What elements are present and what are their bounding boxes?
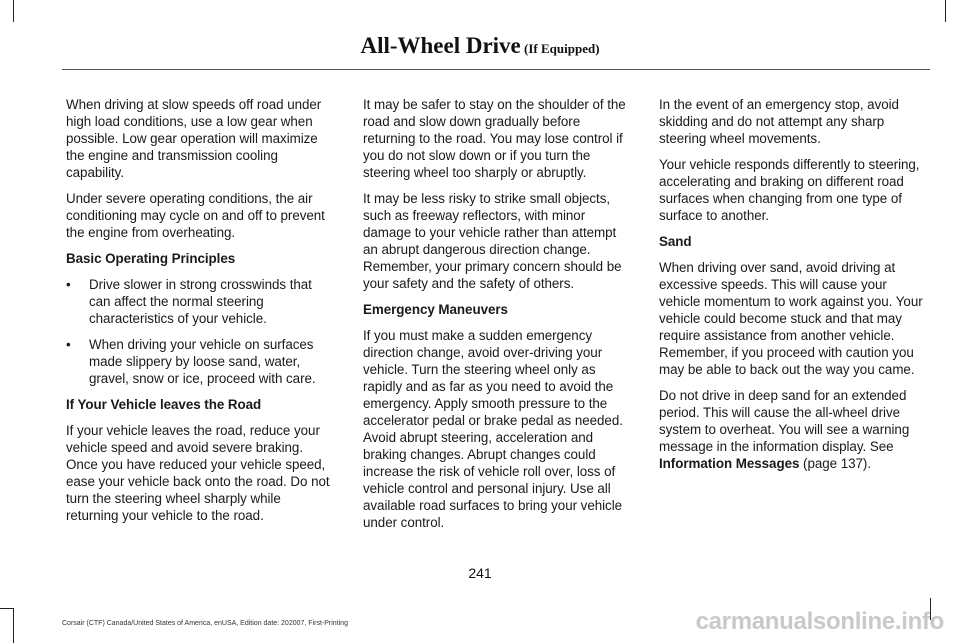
paragraph: When driving over sand, avoid driving at excessive speeds. This will cause your vehicle momentum to work against you. Your vehicle could become stuck and that may require assistance from another vehicle. Remember, if you proceed with caution you may be able to back out the way you came. [659, 260, 923, 377]
section-heading-emergency-maneuvers: Emergency Maneuvers [363, 302, 508, 317]
list-item-text: When driving your vehicle on surfaces made slippery by loose sand, water, gravel, snow or ice, proceed with care. [89, 337, 316, 386]
section-heading-vehicle-leaves-road: If Your Vehicle leaves the Road [66, 397, 262, 412]
crop-mark-top-right [945, 0, 946, 22]
page-title-main: All-Wheel Drive [360, 33, 521, 58]
paragraph: When driving at slow speeds off road under high load conditions, use a low gear when possible. Low gear operation will maximize the engine and transmission cooling capability. [66, 97, 322, 180]
bullet-icon: • [66, 277, 71, 292]
page-title-subtitle: (If Equipped) [520, 41, 600, 56]
crop-mark-top-left [13, 0, 14, 22]
cross-reference-link[interactable]: Information Messages [659, 456, 800, 471]
paragraph: If your vehicle leaves the road, reduce your vehicle speed and avoid severe braking. Once you have reduced your vehicle speed, ease your vehicle back onto the road. Do not turn the steering wheel sharply while returning your vehicle to the road. [66, 423, 330, 523]
list-item-text: Drive slower in strong crosswinds that can affect the normal steering characteristics of your vehicle. [89, 277, 312, 326]
bullet-list [66, 276, 334, 387]
watermark: carmanualsonline.info [695, 608, 944, 635]
paragraph: In the event of an emergency stop, avoid skidding and do not attempt any sharp steering wheel movements. [659, 97, 899, 146]
paragraph: If you must make a sudden emergency direction change, avoid over-driving your vehicle. Turn the steering wheel only as rapidly and as far as you need to avoid the emergency. Apply smooth pressure to the accelerator pedal or brake pedal as needed. Avoid abrupt steering, acceleration and braking changes. Abrupt changes could increase the risk of vehicle roll over, loss of vehicle control and personal injury. Use all available road surfaces to bring your vehicle under control. [363, 328, 623, 530]
page-reference: (page 137). [799, 456, 872, 471]
paragraph: Under severe operating conditions, the air conditioning may cycle on and off to prevent the engine from overheating. [66, 191, 325, 240]
crop-mark-bottom-left [13, 608, 14, 643]
list-item [66, 276, 334, 327]
list-item [66, 336, 334, 387]
paragraph-text: Do not drive in deep sand for an extended period. This will cause the all-wheel drive system to overheat. You will see a warning message in the information display. See [659, 388, 910, 454]
paragraph: Your vehicle responds differently to steering, accelerating and braking on different road surfaces when changing from one type of surface to another. [659, 157, 920, 223]
bullet-icon: • [66, 337, 71, 352]
paragraph: It may be less risky to strike small objects, such as freeway reflectors, with minor damage to your vehicle rather than attempt an abrupt dangerous direction change. Remember, your primary concern should be your safety and the safety of others. [363, 191, 622, 291]
column-1 [66, 96, 334, 533]
paragraph: It may be safer to stay on the shoulder of the road and slow down gradually before returning to the road. You may lose control if you do not slow down or if you turn the steering wheel too sharply or abruptly. [363, 97, 626, 180]
column-3 [659, 96, 927, 481]
footer-edition-info: Corsair (CTF) Canada/United States of America, enUSA, Edition date: 202007, First-Printing [62, 620, 348, 627]
section-heading-basic-operating-principles: Basic Operating Principles [66, 251, 236, 266]
section-heading-sand: Sand [659, 234, 692, 249]
column-2 [363, 96, 631, 540]
page-number: 241 [468, 565, 492, 581]
crop-mark-bottom-left-h [0, 608, 14, 609]
paragraph-with-reference [659, 387, 927, 472]
header-divider [62, 69, 930, 70]
page-title [0, 33, 960, 59]
